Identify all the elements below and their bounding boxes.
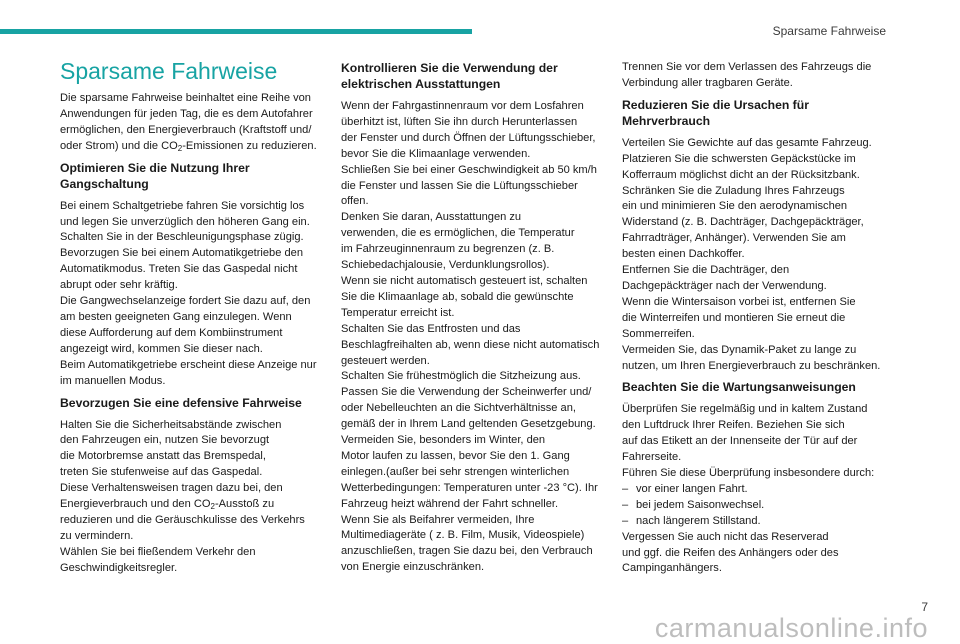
text-line: Geschwindigkeitsregler. xyxy=(60,561,178,574)
text-line: gemäß der in Ihrem Land geltenden Gesetzgebung. xyxy=(341,418,596,431)
text-line: die Fenster und lassen Sie die Lüftungsschieber xyxy=(341,179,578,192)
list-item xyxy=(622,514,884,530)
text-line: Schränken Sie die Zuladung Ihres Fahrzeugs xyxy=(622,184,845,197)
text-line: Bevorzugen Sie bei einem Automatikgetriebe den xyxy=(60,247,303,260)
text-line: von Energie einzuschränken. xyxy=(341,561,485,574)
text-line: Trennen Sie vor dem Verlassen des Fahrzeugs die xyxy=(622,61,872,73)
text-line: gesteuert werden. xyxy=(341,354,430,367)
text-line: Führen Sie diese Überprüfung insbesondere durch: xyxy=(622,467,875,480)
list-item-text: nach längerem Stillstand. xyxy=(636,514,761,527)
page-number: 7 xyxy=(921,600,928,614)
column-1 xyxy=(60,57,322,577)
text-line: oder Nebelleuchten an die Sichtverhältnisse an, xyxy=(341,402,576,415)
text-line: Vermeiden Sie, besonders im Winter, den xyxy=(341,434,546,447)
text-line: Passen Sie die Verwendung der Scheinwerfer und/ xyxy=(341,386,592,399)
text-line: abrupt oder sehr kräftig. xyxy=(60,279,178,292)
heading-gearshift: Optimieren Sie die Nutzung Ihrer Gangschaltung xyxy=(60,160,250,191)
text-line: Platzieren Sie die schwersten Gepäckstücke im xyxy=(622,152,856,165)
text-line: Schiebedachjalousie, Verdunklungsrollos). xyxy=(341,259,550,272)
text-line: Vergessen Sie auch nicht das Reserverad xyxy=(622,530,829,543)
text-line: reduzieren und die Geräuschkulisse des Verkehrs xyxy=(60,513,305,526)
text-line: Wenn die Wintersaison vorbei ist, entfernen Sie xyxy=(622,295,856,308)
text-line: Fahrerseite. xyxy=(622,451,682,464)
defensive-driving-paragraph xyxy=(60,418,322,577)
text-line: Schalten Sie in der Beschleunigungsphase zügig. xyxy=(60,231,304,244)
text-line: Widerstand (z. B. Dachträger, Dachgepäckträger, xyxy=(622,216,864,229)
dash-bullet: – xyxy=(622,482,629,495)
text-line: Schließen Sie bei einer Geschwindigkeit ab 50 km/h xyxy=(341,163,597,176)
text-line: im Fahrzeuginnenraum zu begrenzen (z. B. xyxy=(341,243,555,256)
text-line: Fahrradträger, Anhänger). Verwenden Sie am xyxy=(622,232,846,245)
heading-maintenance: Beachten Sie die Wartungsanweisungen xyxy=(622,380,856,395)
text-line: Wenn der Fahrgastinnenraum vor dem Losfahren xyxy=(341,100,584,112)
list-item xyxy=(622,498,884,514)
text-line: auf das Etikett an der Innenseite der Tür auf der xyxy=(622,435,858,448)
text-line: angezeigt wird, kommen Sie dieser nach. xyxy=(60,342,263,355)
running-header: Sparsame Fahrweise xyxy=(772,24,886,38)
text-line: Schalten Sie frühestmöglich die Sitzheizung aus. xyxy=(341,370,581,383)
text-line: Denken Sie daran, Ausstattungen zu xyxy=(341,211,522,224)
text-line: im manuellen Modus. xyxy=(60,374,166,387)
maintenance-list xyxy=(622,482,884,530)
column-2 xyxy=(341,60,603,576)
text-line: Verbindung aller tragbaren Geräte. xyxy=(622,76,793,89)
text-line: Automatikmodus. Treten Sie das Gaspedal nicht xyxy=(60,263,298,276)
heading-defensive-driving: Bevorzugen Sie eine defensive Fahrweise xyxy=(60,395,302,410)
text-line: Wenn sie nicht automatisch gesteuert ist, schalten xyxy=(341,274,588,287)
text-line: und legen Sie unverzüglich den höheren Gang ein. xyxy=(60,215,310,228)
text-line: der Fenster und durch Öffnen der Lüftungsschieber, xyxy=(341,131,596,144)
gearshift-paragraph xyxy=(60,199,322,390)
column-3 xyxy=(622,60,884,577)
text-line: Entfernen Sie die Dachträger, den xyxy=(622,264,790,277)
text-line: Multimediageräte ( z. B. Film, Musik, Videospiele) xyxy=(341,529,585,542)
text-line: Sommerreifen. xyxy=(622,327,695,340)
text-line: Vermeiden Sie, das Dynamik-Paket zu lange zu xyxy=(622,343,857,356)
list-item-text: bei jedem Saisonwechsel. xyxy=(636,498,765,511)
text-line: bevor Sie die Klimaanlage verwenden. xyxy=(341,147,531,160)
text-line: Fahrzeug heizt während der Fahrt schneller. xyxy=(341,497,559,510)
text-line: Kofferraum möglichst dicht an der Rücksitzbank. xyxy=(622,168,860,181)
page-title: Sparsame Fahrweise xyxy=(60,58,278,84)
dash-bullet: – xyxy=(622,514,629,527)
text-line: Temperatur erreicht ist. xyxy=(341,306,455,319)
text-line: Wählen Sie bei fließendem Verkehr den xyxy=(60,545,256,558)
text-line: Schalten Sie das Entfrosten und das xyxy=(341,322,521,335)
header-accent-bar xyxy=(0,29,472,34)
text-line: Verteilen Sie Gewichte auf das gesamte Fahrzeug. xyxy=(622,136,872,149)
heading-electrical-equipment: Kontrollieren Sie die Verwendung der elektrischen Ausstattungen xyxy=(341,61,558,91)
text-line: Wenn Sie als Beifahrer vermeiden, Ihre xyxy=(341,513,535,526)
text-line: nutzen, um Ihren Energieverbrauch zu beschränken. xyxy=(622,359,881,372)
text-line: ein und minimieren Sie den aerodynamischen xyxy=(622,200,848,213)
dash-bullet: – xyxy=(622,498,629,511)
text-line: diese Aufforderung auf dem Kombiinstrument xyxy=(60,326,283,339)
text-line: Diese Verhaltensweisen tragen dazu bei, den xyxy=(60,482,283,495)
text-line: anzuschließen, tragen Sie dazu bei, den Verbrauch xyxy=(341,545,593,558)
list-item xyxy=(622,482,884,498)
text-line: Beim Automatikgetriebe erscheint diese Anzeige nur xyxy=(60,358,317,371)
watermark: carmanualsonline.info xyxy=(654,613,928,643)
reduce-consumption-paragraph xyxy=(622,136,884,375)
list-item-text: vor einer langen Fahrt. xyxy=(636,482,748,495)
text-line: Campinganhängers. xyxy=(622,562,722,575)
intro-paragraph: Die sparsame Fahrweise beinhaltet eine Reihe von Anwendungen für jeden Tag, die es dem Autofahrer ermöglichen, den Energieverbrauch (Kraftstoff und/ oder Strom) und die $CO_2$-Emissionen zu reduzieren. xyxy=(60,91,322,155)
text-line: zu vermindern. xyxy=(60,529,134,542)
text-line: Motor laufen zu lassen, bevor Sie den 1. Gang xyxy=(341,449,570,462)
text-line: überhitzt ist, lüften Sie ihn durch Herunterlassen xyxy=(341,115,578,128)
heading-reduce-consumption: Reduzieren Sie die Ursachen für Mehrverbrauch xyxy=(622,97,809,128)
text-line: Beschlagfreihalten ab, wenn diese nicht automatisch xyxy=(341,338,600,351)
spare-wheel-paragraph xyxy=(622,530,884,578)
text-line: die Motorbremse anstatt das Bremspedal, xyxy=(60,450,266,463)
text-line: den Fahrzeugen ein, nutzen Sie bevorzugt xyxy=(60,434,270,447)
maintenance-paragraph xyxy=(622,402,884,482)
text-line: am besten geeigneten Gang einzulegen. Wenn xyxy=(60,310,292,323)
text-line: den Luftdruck Ihrer Reifen. Beziehen Sie sich xyxy=(622,419,845,432)
text-line: Sie die Klimaanlage ab, sobald die gewünschte xyxy=(341,290,574,303)
text-line: Halten Sie die Sicherheitsabstände zwischen xyxy=(60,418,282,431)
text-line: Wetterbedingungen: Temperaturen unter -23 °C). Ihr xyxy=(341,481,598,494)
co2-line: oder Strom) und die $CO_2$-Emissionen zu reduzieren. xyxy=(60,139,317,153)
text-line: Die Gangwechselanzeige fordert Sie dazu auf, den xyxy=(60,295,311,308)
text-line: die Winterreifen und montieren Sie erneut die xyxy=(622,311,846,324)
text-line: Bei einem Schaltgetriebe fahren Sie vorsichtig los xyxy=(60,199,305,212)
text-line: verwenden, die es ermöglichen, die Temperatur xyxy=(341,227,575,240)
text-line: treten Sie stufenweise auf das Gaspedal. xyxy=(60,466,263,479)
text-line: Überprüfen Sie regelmäßig und in kaltem Zustand xyxy=(622,403,868,416)
co2-line-2: Energieverbrauch und den $CO_2$-Ausstoß zu xyxy=(60,498,275,512)
text-line: und ggf. die Reifen des Anhängers oder des xyxy=(622,546,839,559)
text-line: Dachgepäckträger nach der Verwendung. xyxy=(622,279,827,292)
disconnect-devices-paragraph xyxy=(622,60,884,92)
text-line: offen. xyxy=(341,195,369,208)
electrical-equipment-paragraph xyxy=(341,99,603,576)
text-line: einlegen.(außer bei sehr strengen winterlichen xyxy=(341,465,570,478)
text-line: besten einen Dachkoffer. xyxy=(622,248,745,261)
